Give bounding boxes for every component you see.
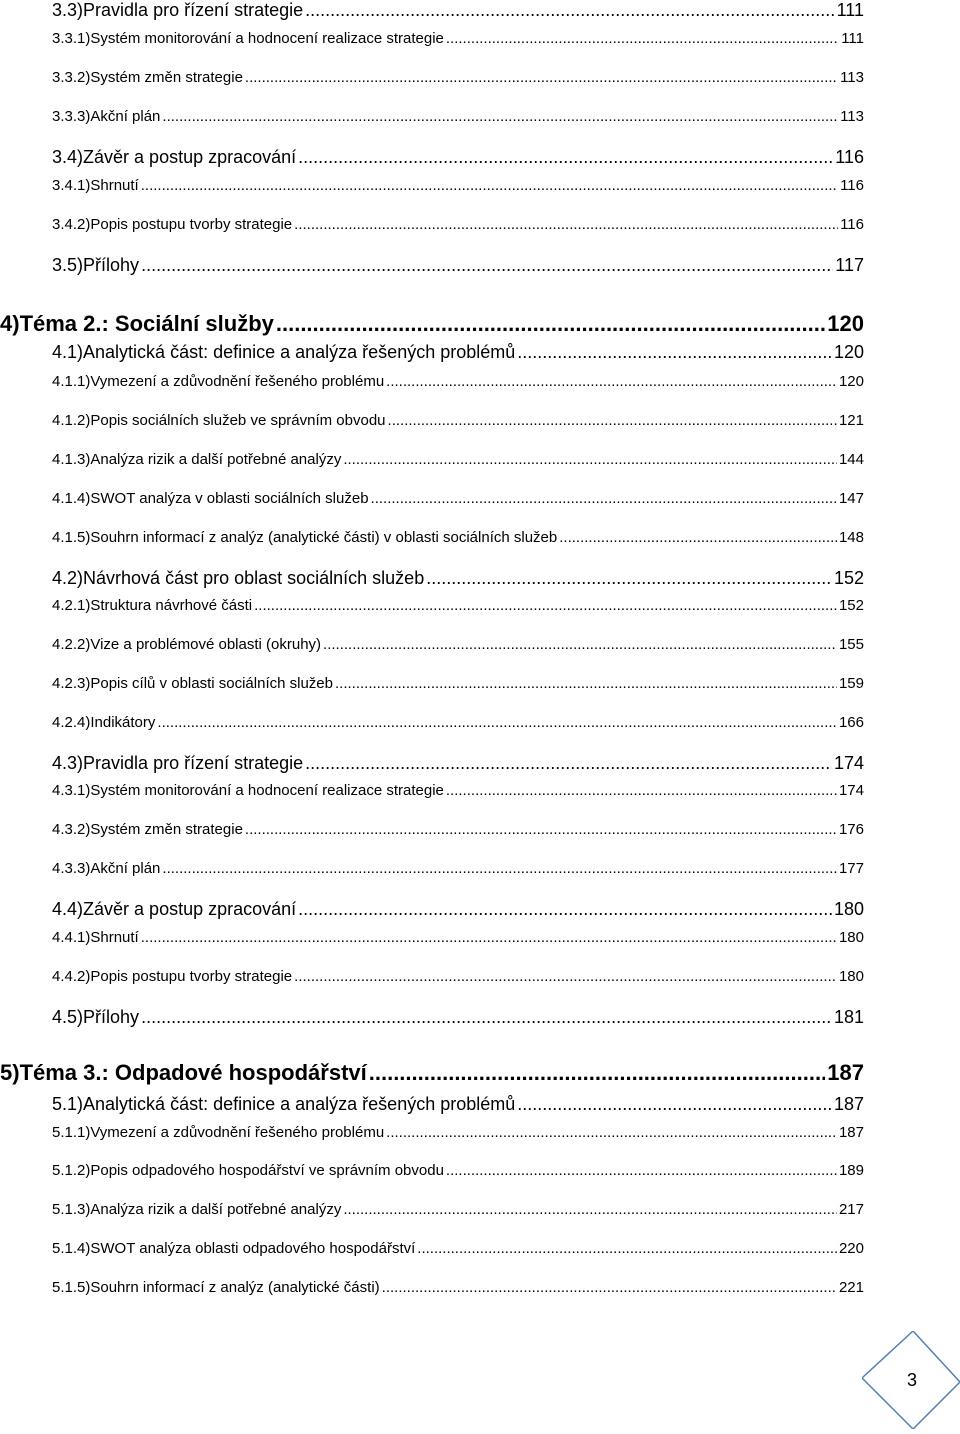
- toc-entry-number: 4.1): [52, 342, 84, 362]
- toc-entry-page: 116: [840, 177, 864, 194]
- toc-entry-title: Popis postupu tvorby strategie: [90, 216, 293, 233]
- toc-entry-page: 117: [835, 255, 864, 275]
- toc-entry-title: Shrnutí: [90, 177, 139, 194]
- toc-chapter-entry[interactable]: [0, 1060, 960, 1086]
- toc-entry-title: Pravidla pro řízení strategie: [83, 0, 304, 20]
- toc-entry-title: Popis postupu tvorby strategie: [90, 968, 293, 985]
- toc-entry[interactable]: [0, 1162, 960, 1179]
- toc-entry-page: 217: [838, 1201, 864, 1218]
- toc-entry-title: Vymezení a zdůvodnění řešeného problému: [90, 1124, 385, 1141]
- toc-entry[interactable]: [0, 0, 960, 21]
- toc-dot-leader: [141, 177, 838, 194]
- toc-entry-title: Akční plán: [90, 108, 161, 125]
- toc-entry-number: 5.1.1): [52, 1124, 91, 1141]
- toc-entry-page: 220: [838, 1240, 864, 1257]
- toc-dot-leader: [305, 0, 834, 21]
- toc-entry-title: Analytická část: definice a analýza řešených problémů: [83, 1094, 516, 1114]
- toc-entry-page: 144: [838, 451, 864, 468]
- toc-entry[interactable]: [0, 412, 960, 429]
- toc-dot-leader: [382, 1279, 837, 1296]
- toc-entry[interactable]: [0, 30, 960, 47]
- toc-entry-number: 4.2.1): [52, 597, 91, 614]
- toc-entry-page: 120: [833, 342, 864, 362]
- toc-entry-number: 4.1.4): [52, 490, 91, 507]
- toc-entry-title: Závěr a postup zpracování: [83, 899, 297, 919]
- toc-entry-number: 3.3.2): [52, 69, 91, 86]
- toc-entry[interactable]: [0, 821, 960, 838]
- toc-entry-number: 5.1.3): [52, 1201, 91, 1218]
- toc-entry-number: 4.1.1): [52, 373, 91, 390]
- toc-dot-leader: [162, 860, 837, 877]
- toc-entry-number: 4.3): [52, 753, 84, 773]
- toc-entry-page: 113: [840, 69, 864, 86]
- toc-dot-leader: [305, 753, 832, 774]
- toc-entry-page: 189: [838, 1162, 864, 1179]
- toc-entry-title: Struktura návrhové části: [90, 597, 253, 614]
- toc-entry[interactable]: [0, 1124, 960, 1141]
- toc-entry-page: 147: [838, 490, 864, 507]
- toc-entry[interactable]: [0, 451, 960, 468]
- toc-dot-leader: [371, 490, 837, 507]
- toc-dot-leader: [426, 568, 832, 589]
- toc-entry[interactable]: [0, 899, 960, 920]
- toc-entry-number: 4): [0, 311, 20, 336]
- toc-dot-leader: [294, 216, 838, 233]
- toc-entry-page: 111: [841, 30, 864, 47]
- toc-entry-title: Shrnutí: [90, 929, 139, 946]
- toc-dot-leader: [517, 342, 832, 363]
- toc-dot-leader: [294, 968, 837, 985]
- toc-entry-title: Analytická část: definice a analýza řešených problémů: [83, 342, 516, 362]
- toc-entry-number: 3.3): [52, 0, 84, 20]
- toc-entry-title: Pravidla pro řízení strategie: [83, 753, 304, 773]
- toc-entry-number: 4.2.4): [52, 714, 91, 731]
- toc-entry-number: 4.2): [52, 568, 84, 588]
- toc-entry-number: 4.1.2): [52, 412, 91, 429]
- toc-entry-page: 187: [833, 1094, 864, 1114]
- toc-entry[interactable]: [0, 860, 960, 877]
- toc-dot-leader: [335, 675, 837, 692]
- toc-entry-title: SWOT analýza oblasti odpadového hospodářství: [90, 1240, 416, 1257]
- toc-dot-leader: [245, 69, 838, 86]
- toc-entry-title: Systém monitorování a hodnocení realizace strategie: [90, 30, 444, 47]
- toc-entry-number: 4.2.2): [52, 636, 91, 653]
- toc-dot-leader: [323, 636, 837, 653]
- toc-entry-page: 116: [835, 147, 864, 167]
- toc-entry-page: 152: [838, 597, 864, 614]
- toc-entry-number: 4.3.3): [52, 860, 91, 877]
- toc-entry-number: 3.4.1): [52, 177, 91, 194]
- toc-entry-page: 113: [840, 108, 864, 125]
- toc-dot-leader: [417, 1240, 837, 1257]
- toc-entry[interactable]: [0, 147, 960, 168]
- toc-entry[interactable]: [0, 636, 960, 653]
- toc-entry-title: Téma 2.: Sociální služby: [19, 311, 274, 336]
- toc-entry-title: Systém změn strategie: [90, 69, 243, 86]
- toc-entry-page: 166: [838, 714, 864, 731]
- toc-entry[interactable]: [0, 782, 960, 799]
- toc-dot-leader: [343, 451, 837, 468]
- toc-entry-number: 3.3.3): [52, 108, 91, 125]
- toc-entry-page: 121: [838, 412, 864, 429]
- toc-entry[interactable]: [0, 1007, 960, 1028]
- toc-entry[interactable]: [0, 568, 960, 589]
- toc-entry-number: 4.4.2): [52, 968, 91, 985]
- toc-entry-page: 120: [838, 373, 864, 390]
- toc-dot-leader: [276, 311, 825, 337]
- toc-entry[interactable]: [0, 529, 960, 546]
- toc-entry[interactable]: [0, 255, 960, 276]
- toc-entry-page: 187: [838, 1124, 864, 1141]
- toc-entry[interactable]: [0, 177, 960, 194]
- toc-entry-number: 3.4): [52, 147, 84, 167]
- toc-dot-leader: [162, 108, 838, 125]
- toc-entry-number: 3.4.2): [52, 216, 91, 233]
- toc-entry-page: 176: [838, 821, 864, 838]
- toc-chapter-entry[interactable]: [0, 311, 960, 337]
- toc-entry-page: 120: [827, 311, 864, 336]
- toc-dot-leader: [386, 373, 837, 390]
- toc-dot-leader: [343, 1201, 837, 1218]
- toc-entry-page: 187: [827, 1060, 864, 1085]
- toc-entry[interactable]: [0, 675, 960, 692]
- toc-entry-title: Závěr a postup zpracování: [83, 147, 297, 167]
- toc-entry[interactable]: [0, 490, 960, 507]
- toc-entry-title: Popis odpadového hospodářství ve správním obvodu: [90, 1162, 444, 1179]
- toc-entry-number: 4.5): [52, 1007, 84, 1027]
- toc-entry-title: Systém monitorování a hodnocení realizace strategie: [90, 782, 444, 799]
- toc-entry-number: 5.1): [52, 1094, 84, 1114]
- toc-entry-title: Vymezení a zdůvodnění řešeného problému: [90, 373, 385, 390]
- toc-dot-leader: [157, 714, 837, 731]
- toc-entry[interactable]: [0, 216, 960, 233]
- toc-entry-page: 152: [833, 568, 864, 588]
- toc-dot-leader: [298, 147, 833, 168]
- toc-entry[interactable]: [0, 1201, 960, 1218]
- toc-entry-page: 155: [838, 636, 864, 653]
- toc-entry[interactable]: [0, 1279, 960, 1296]
- toc-entry-title: Vize a problémové oblasti (okruhy): [90, 636, 322, 653]
- toc-entry-number: 4.1.5): [52, 529, 91, 546]
- toc-entry[interactable]: [0, 968, 960, 985]
- toc-entry-title: Souhrn informací z analýz (analytické části) v oblasti sociálních služeb: [90, 529, 558, 546]
- toc-entry-title: Návrhová část pro oblast sociálních služeb: [83, 568, 425, 588]
- toc-entry-title: Indikátory: [90, 714, 156, 731]
- toc-entry-title: SWOT analýza v oblasti sociálních služeb: [90, 490, 369, 507]
- toc-entry-page: 174: [838, 782, 864, 799]
- toc-dot-leader: [141, 255, 833, 276]
- toc-entry-title: Systém změn strategie: [90, 821, 243, 838]
- toc-entry-page: 180: [833, 899, 864, 919]
- toc-dot-leader: [141, 929, 837, 946]
- toc-entry[interactable]: [0, 373, 960, 390]
- toc-entry-title: Popis sociálních služeb ve správním obvodu: [90, 412, 386, 429]
- toc-entry[interactable]: [0, 69, 960, 86]
- toc-entry-number: 3.5): [52, 255, 84, 275]
- toc-entry-page: 159: [838, 675, 864, 692]
- toc-entry-title: Analýza rizik a další potřebné analýzy: [90, 1201, 342, 1218]
- toc-entry[interactable]: [0, 1094, 960, 1115]
- toc-entry-page: 148: [838, 529, 864, 546]
- toc-entry-number: 4.3.1): [52, 782, 91, 799]
- toc-entry-title: Souhrn informací z analýz (analytické části): [90, 1279, 380, 1296]
- toc-entry[interactable]: [0, 342, 960, 363]
- toc-entry-page: 174: [833, 753, 864, 773]
- toc-entry-title: Akční plán: [90, 860, 161, 877]
- toc-entry-title: Přílohy: [83, 1007, 140, 1027]
- toc-dot-leader: [369, 1060, 826, 1086]
- toc-entry-page: 177: [838, 860, 864, 877]
- toc-entry-number: 4.4.1): [52, 929, 91, 946]
- toc-entry-title: Analýza rizik a další potřebné analýzy: [90, 451, 342, 468]
- toc-dot-leader: [388, 412, 837, 429]
- toc-dot-leader: [446, 1162, 837, 1179]
- toc-dot-leader: [559, 529, 837, 546]
- toc-entry[interactable]: [0, 1240, 960, 1257]
- toc-dot-leader: [298, 899, 832, 920]
- page-number-badge: [862, 1331, 960, 1429]
- toc-entry-page: 111: [836, 0, 864, 20]
- toc-entry-title: Popis cílů v oblasti sociálních služeb: [90, 675, 333, 692]
- toc-entry[interactable]: [0, 753, 960, 774]
- toc-entry-title: Téma 3.: Odpadové hospodářství: [19, 1060, 367, 1085]
- toc-entry[interactable]: [0, 714, 960, 731]
- toc-entry-number: 5.1.5): [52, 1279, 91, 1296]
- toc-entry-number: 5): [0, 1060, 20, 1085]
- toc-entry-page: 180: [838, 968, 864, 985]
- toc-dot-leader: [245, 821, 837, 838]
- toc-entry-page: 180: [838, 929, 864, 946]
- toc-entry-number: 4.3.2): [52, 821, 91, 838]
- toc-dot-leader: [446, 782, 837, 799]
- toc-entry[interactable]: [0, 929, 960, 946]
- toc-entry[interactable]: [0, 108, 960, 125]
- toc-dot-leader: [254, 597, 837, 614]
- toc-entry-number: 5.1.2): [52, 1162, 91, 1179]
- toc-dot-leader: [446, 30, 839, 47]
- toc-entry-number: 5.1.4): [52, 1240, 91, 1257]
- toc-entry-number: 4.2.3): [52, 675, 91, 692]
- toc-dot-leader: [141, 1007, 832, 1028]
- toc-entry-title: Přílohy: [83, 255, 140, 275]
- toc-entry-number: 4.4): [52, 899, 84, 919]
- toc-entry-number: 3.3.1): [52, 30, 91, 47]
- toc-entry-page: 116: [840, 216, 864, 233]
- toc-entry-number: 4.1.3): [52, 451, 91, 468]
- toc-dot-leader: [386, 1124, 837, 1141]
- toc-entry[interactable]: [0, 597, 960, 614]
- toc-entry-page: 221: [838, 1279, 864, 1296]
- toc-dot-leader: [517, 1094, 832, 1115]
- toc-entry-page: 181: [833, 1007, 864, 1027]
- page-number: 3: [906, 1369, 917, 1390]
